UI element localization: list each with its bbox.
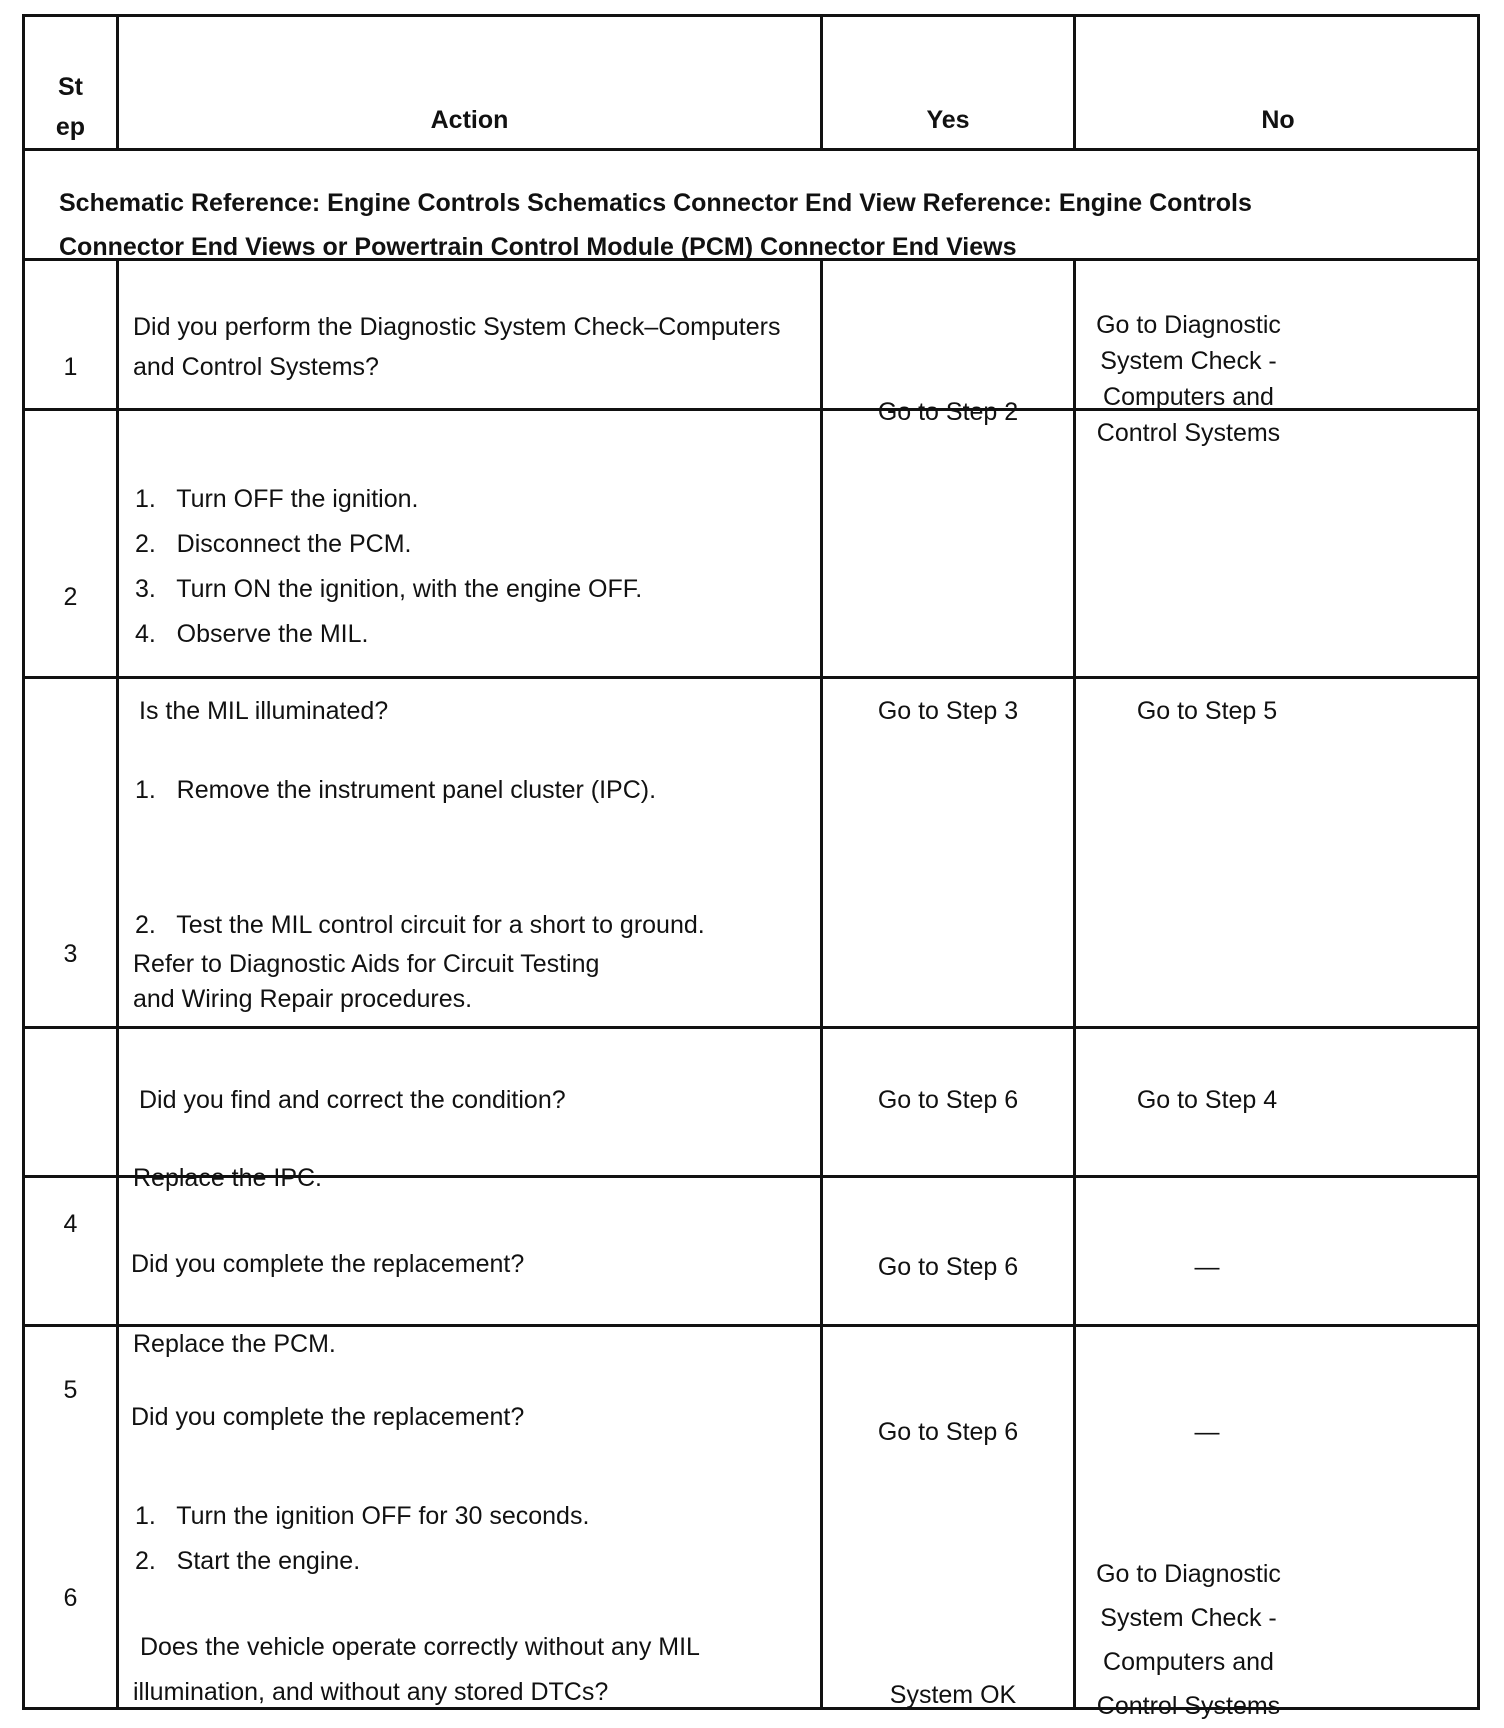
step-number: 2 [63, 583, 78, 611]
diagnostic-table [22, 14, 1480, 1720]
step-number: 6 [63, 1584, 78, 1612]
yes-result: System OK [889, 1681, 1017, 1709]
action-text: Did you perform the Diagnostic System Check–Computers and Control Systems? [133, 313, 781, 381]
no-result: Go to Diagnostic System Check - Computers and Control Systems [1096, 311, 1281, 447]
column-divider [116, 258, 119, 1710]
header-step: St ep [55, 73, 86, 141]
action-step: 1. Remove the instrument panel cluster (IPC). [135, 776, 657, 804]
step-number: 4 [63, 1210, 78, 1238]
action-question: Does the vehicle operate correctly without any MIL illumination, and without any stored DTCs? [133, 1633, 700, 1706]
no-result: — [1194, 1253, 1220, 1281]
column-divider [820, 258, 823, 1710]
action-step: 2. Test the MIL control circuit for a short to ground. [135, 911, 705, 939]
no-result: — [1194, 1418, 1220, 1446]
yes-result: Go to Step 6 [877, 1253, 1019, 1281]
no-result: Go to Step 4 [1136, 1086, 1278, 1114]
row-divider [25, 1324, 1477, 1327]
action-question: Is the MIL illuminated? [139, 697, 389, 725]
action-question: Did you complete the replacement? [131, 1403, 525, 1431]
action-text: Replace the IPC. [133, 1164, 322, 1192]
action-note: Refer to Diagnostic Aids for Circuit Testing and Wiring Repair procedures. [133, 950, 600, 1013]
schematic-reference: Schematic Reference: Engine Controls Schematics Connector End View Reference: Engine Controls Connector End Views or Powertrain Control Module (PCM) Connector End Views [59, 189, 1252, 261]
header-yes: Yes [926, 106, 970, 134]
row-divider [25, 1026, 1477, 1029]
header-action: Action [430, 106, 509, 134]
no-result: Go to Step 5 [1136, 697, 1278, 725]
step-number: 1 [63, 353, 78, 381]
row-divider [25, 676, 1477, 679]
row-divider [25, 148, 1477, 151]
yes-result: Go to Step 2 [877, 398, 1019, 426]
action-question: Did you find and correct the condition? [139, 1086, 566, 1114]
action-question: Did you complete the replacement? [131, 1250, 525, 1278]
column-divider [1073, 258, 1076, 1710]
header-no: No [1261, 106, 1295, 134]
no-result: Go to Diagnostic System Check - Computers and Control Systems [1096, 1560, 1281, 1720]
yes-result: Go to Step 3 [877, 697, 1019, 725]
action-text: Replace the PCM. [133, 1330, 336, 1358]
step-number: 5 [63, 1376, 78, 1404]
step-number: 3 [63, 940, 78, 968]
yes-result: Go to Step 6 [877, 1086, 1019, 1114]
action-steps: 1. Turn OFF the ignition. 2. Disconnect the PCM. 3. Turn ON the ignition, with the engine OFF. 4. Observe the MIL. [135, 485, 643, 648]
yes-result: Go to Step 6 [877, 1418, 1019, 1446]
action-steps: 1. Turn the ignition OFF for 30 seconds. 2. Start the engine. [135, 1502, 590, 1575]
